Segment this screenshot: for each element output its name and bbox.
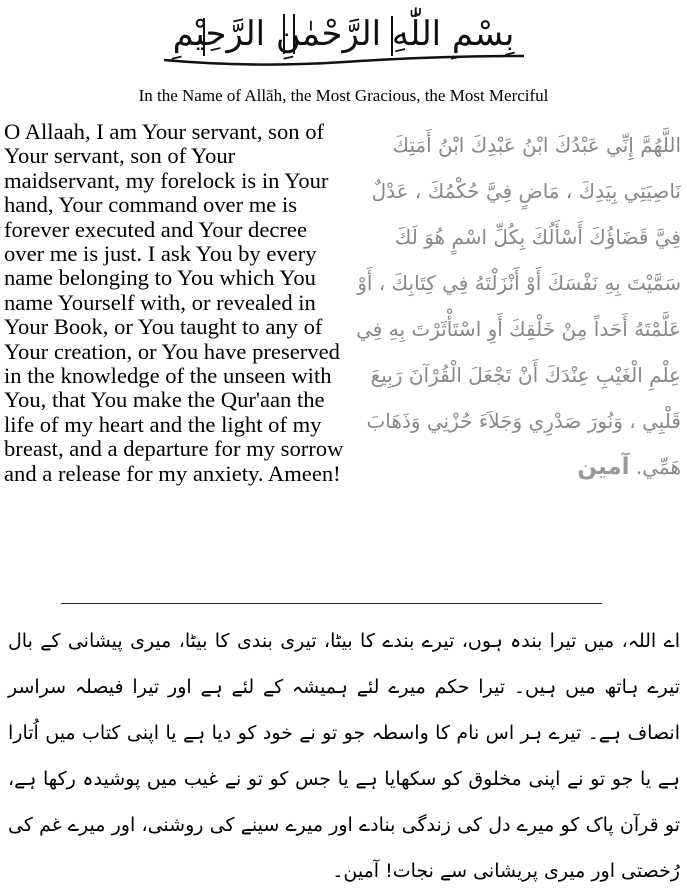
urdu-translation: اے اللہ، میں تیرا بندہ ہوں، تیرے بندے کا بیٹا، تیری بندی کا بیٹا، میری پیشانی کے بال تیرے ہاتھ میں ہیں۔ تیرا حکم میرے لئے ہمیشہ کے لئے ہے اور تیرا فیصلہ سراسر انصاف ہے۔ تیرے ہر اس نام کا واسطہ جو تو نے خود کو دیا ہے یا اپنی کتاب میں اُتارا ہے یا جو تو نے اپنی مخلوق کو سکھایا ہے یا جس کو تو نے غیب میں پوشیدہ رکھا ہے، تو قرآن پاک کو میرے دل کی زندگی بنادے اور میرے سینے کی روشنی، اور میرے غم کی رُخصتی اور میری پریشانی سے نجات! آمین۔ <box>8 630 680 882</box>
bismillah-translation: In the Name of Allāh, the Most Gracious, the Most Merciful <box>138 86 549 105</box>
bismillah-calligraphy <box>0 6 687 76</box>
arabic-dua-text: اللَّهُمَّ إِنِّي عَبْدُكَ ابْنُ عَبْدِكَ ابْنُ أَمَتِكَ نَاصِيَتِي بِيَدِكَ ، مَاضٍ فِيَّ حُكْمُكَ ، عَدْلٌ فِيَّ قَضَاؤُكَ أَسْأَلُكَ بِكُلِّ اسْمٍ هُوَ لَكَ سَمَّيْتَ بِهِ نَفْسَكَ أَوْ أَنْزَلْتَهُ فِي كِتَابِكَ ، أَوْ عَلَّمْتَهُ أَحَداً مِنْ خَلْقِكَ أَوِ اسْتَأْثَرْتَ بِهِ فِي عِلْمِ الْغَيْبِ عِنْدَكَ أَنْ تَجْعَلَ الْقُرْآنَ رَبِيعَ قَلْبِي ، وَنُورَ صَدْرِي وَجَلاَءَ حُزْنِي وَذَهَابَ هَمِّي. <box>356 133 681 479</box>
divider <box>61 603 602 604</box>
bismillah-text: بِسْمِ اللّٰهِ الرَّحْمٰنِ الرَّحِيْمِ <box>172 14 515 54</box>
english-translation: O Allaah, I am Your servant, son of Your servant, son of Your maidservant, my forelock is in Your hand, Your command over me is forever executed and Your decree over me is just. I ask You by every name belonging to You which You name Yourself with, or revealed in Your Book, or You taught to any of Your creation, or You have preserved in the knowledge of the unseen with You, that You make the Qur'aan the life of my heart and the light of my breast, and a departure for my sorrow and a release for my anxiety. Ameen! <box>4 119 344 486</box>
arabic-ameen: آمين <box>577 454 630 480</box>
arabic-dua <box>349 122 681 490</box>
